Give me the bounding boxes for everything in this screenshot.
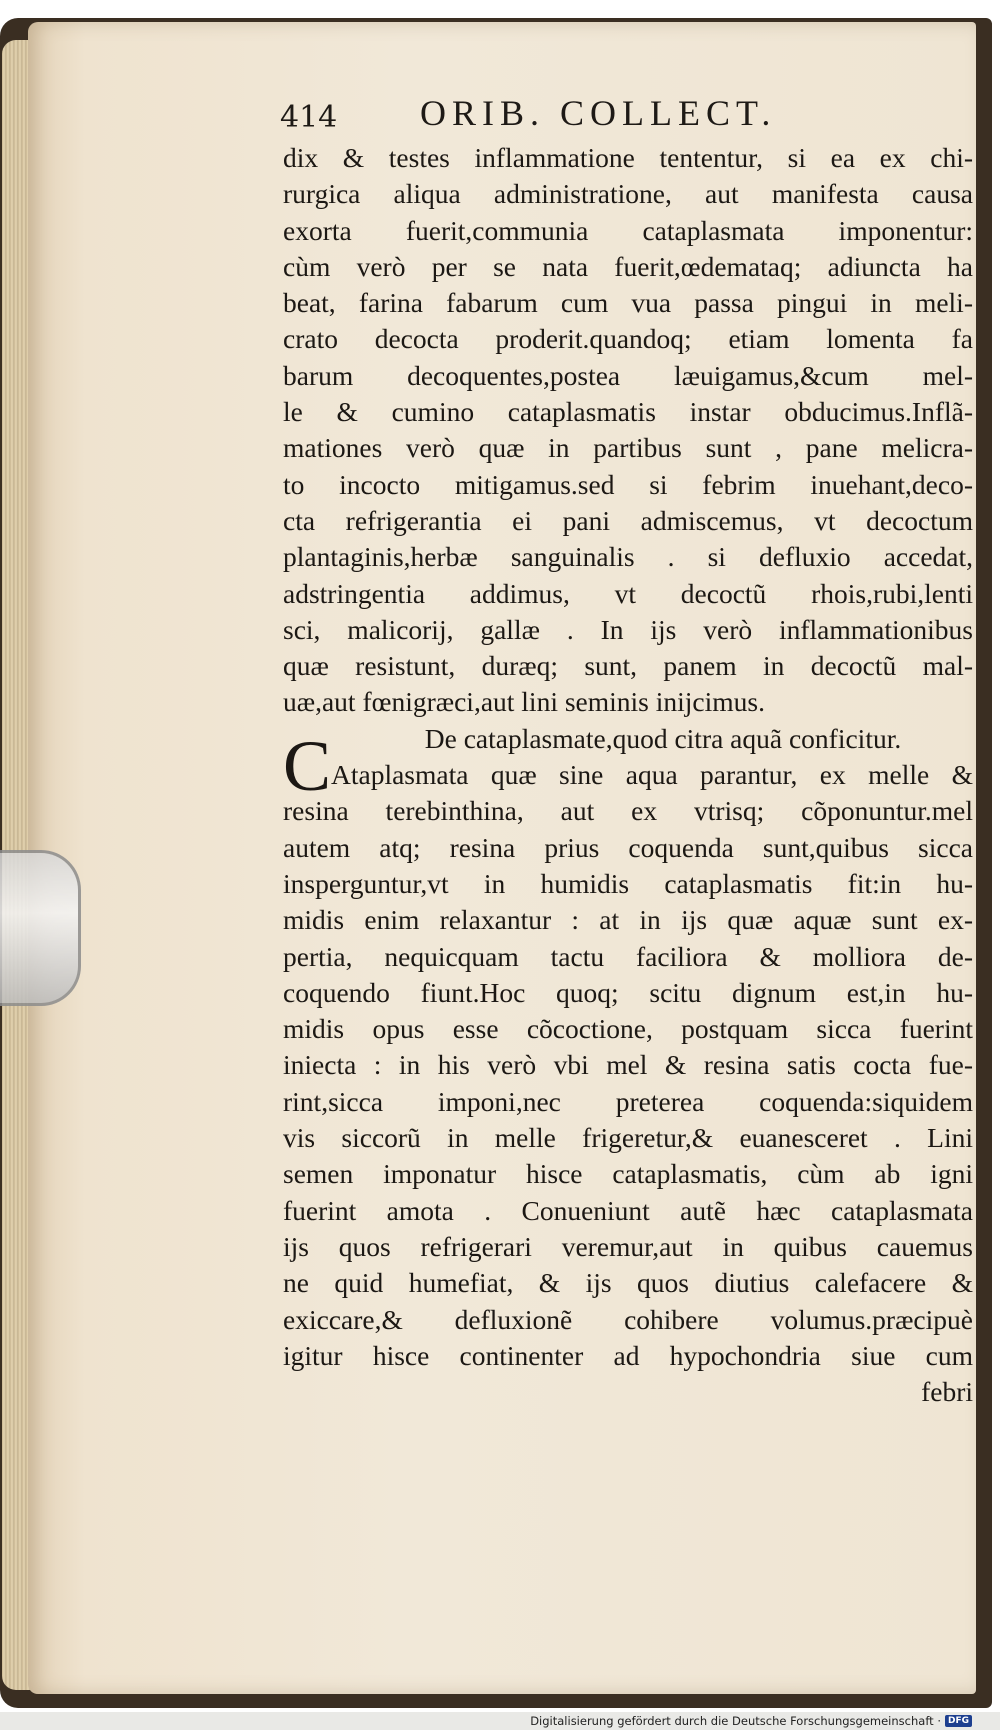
text-line: autem atq; resina prius coquenda sunt,quibus sicca: [283, 831, 973, 863]
text-line: exiccare,& defluxionẽ cohibere volumus.præcipuè: [283, 1303, 973, 1335]
text-line: ijs quos refrigerari veremur,aut in quibus cauemus: [283, 1230, 973, 1262]
text-line: crato decocta proderit.quandoq; etiam lomenta fa: [283, 323, 973, 355]
drop-cap: C: [283, 726, 332, 806]
footer-credit: Digitalisierung gefördert durch die Deutsche Forschungsgemeinschaft ·: [530, 1714, 941, 1728]
text-line: resina terebinthina, aut ex vtrisq; cõponuntur.mel: [283, 795, 973, 827]
text-line: plantaginis,herbæ sanguinalis . si defluxio accedat,: [283, 541, 973, 573]
text-line: barum decoquentes,postea læuigamus,&cum mel-: [283, 359, 973, 391]
text-line: coquendo fiunt.Hoc quoq; scitu dignum est,in hu-: [283, 976, 973, 1008]
text-line: rint,sicca imponi,nec preterea coquenda:siquidem: [283, 1085, 973, 1117]
text-line: exorta fuerit,communia cataplasmata imponentur:: [283, 214, 973, 246]
section-heading: De cataplasmate,quod citra aquã conficitur.: [424, 722, 902, 754]
dfg-logo: DFG: [945, 1715, 972, 1727]
text-body: [283, 140, 973, 1410]
text-line: midis enim relaxantur : at in ijs quæ aquæ sunt ex-: [283, 904, 973, 936]
text-line: quæ resistunt, duræq; sunt, panem in decoctũ mal-: [283, 650, 973, 682]
text-line: uæ,aut fœnigræci,aut lini seminis inijcimus.: [283, 686, 765, 718]
text-line: cùm verò per se nata fuerit,œdemataq; adiuncta ha: [283, 250, 973, 282]
text-line: igitur hisce continenter ad hypochondria siue cum: [283, 1339, 973, 1371]
text-line: beat, farina fabarum cum vua passa pingui in meli-: [283, 287, 973, 319]
text-line: pertia, nequicquam tactu faciliora & molliora de-: [283, 940, 973, 972]
page-number: 414: [280, 100, 338, 135]
catchword: febri: [921, 1376, 973, 1408]
page-clip: [0, 850, 81, 1006]
digitization-footer: [530, 1714, 972, 1728]
text-line: Ataplasmata quæ sine aqua parantur, ex melle &: [331, 759, 973, 791]
text-line: le & cumino cataplasmatis instar obducimus.Inflã-: [283, 396, 973, 428]
text-line: iniecta : in his verò vbi mel & resina satis cocta fue-: [283, 1049, 973, 1081]
text-line: fuerint amota . Conueniunt autẽ hæc cataplasmata: [283, 1194, 973, 1226]
text-line: midis opus esse cõcoctione, postquam sicca fuerint: [283, 1013, 973, 1045]
text-line: to incocto mitigamus.sed si febrim inuehant,deco-: [283, 468, 973, 500]
text-line: semen imponatur hisce cataplasmatis, cùm ab igni: [283, 1158, 973, 1190]
text-line: adstringentia addimus, vt decoctũ rhois,rubi,lenti: [283, 577, 973, 609]
text-line: sci, malicorij, gallæ . In ijs verò inflammationibus: [283, 613, 973, 645]
text-line: rurgica aliqua administratione, aut manifesta causa: [283, 178, 973, 210]
running-title: ORIB. COLLECT.: [420, 93, 777, 133]
text-line: dix & testes inflammatione tententur, si ea ex chi-: [283, 142, 973, 173]
page-header: [280, 92, 920, 142]
text-line: vis siccorũ in melle frigeretur,& euanesceret . Lini: [283, 1122, 973, 1154]
text-line: insperguntur,vt in humidis cataplasmatis fit:in hu-: [283, 867, 973, 899]
text-line: ne quid humefiat, & ijs quos diutius calefacere &: [283, 1267, 973, 1299]
text-line: cta refrigerantia ei pani admiscemus, vt decoctum: [283, 504, 973, 536]
text-line: mationes verò quæ in partibus sunt , pane melicra-: [283, 432, 973, 464]
